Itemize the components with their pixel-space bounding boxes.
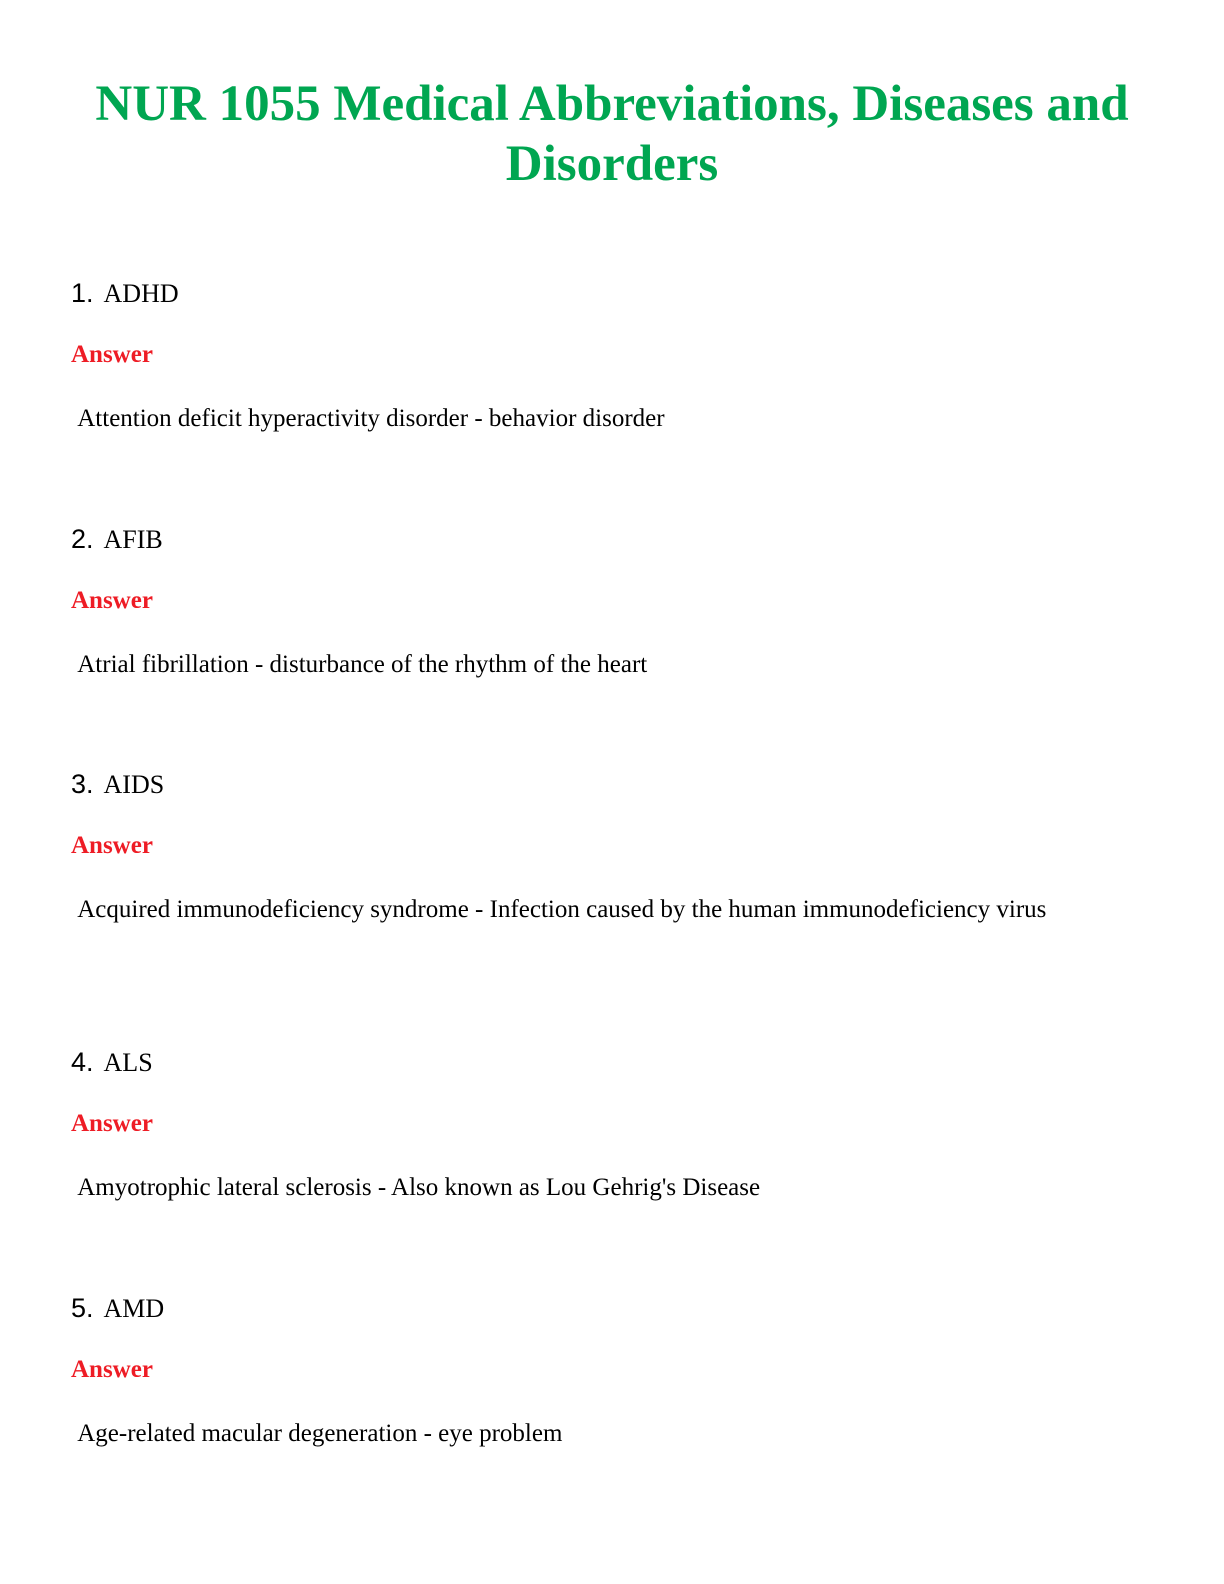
answer-text: Age-related macular degeneration - eye problem <box>71 1420 563 1447</box>
question-heading <box>71 1047 153 1081</box>
answer-label: Answer <box>71 832 153 859</box>
question-term: AIDS <box>103 770 165 799</box>
question-term: AFIB <box>103 525 163 554</box>
question-term: ADHD <box>103 279 179 308</box>
answer-text: Attention deficit hyperactivity disorder - behavior disorder <box>71 405 665 432</box>
answer-label: Answer <box>71 1356 153 1383</box>
answer-text: Atrial fibrillation - disturbance of the rhythm of the heart <box>71 651 648 678</box>
document-title: NUR 1055 Medical Abbreviations, Diseases and Disorders <box>95 76 1129 192</box>
question-number: 3. <box>71 769 94 799</box>
question-term: AMD <box>103 1294 165 1323</box>
question-term: ALS <box>103 1048 153 1077</box>
question-number: 2. <box>71 524 94 554</box>
question-heading <box>71 524 163 558</box>
question-heading <box>71 1293 164 1327</box>
question-number: 5. <box>71 1293 94 1323</box>
answer-text: Acquired immunodeficiency syndrome - Infection caused by the human immunodeficiency virus <box>71 896 1047 923</box>
question-heading <box>71 769 164 803</box>
answer-label: Answer <box>71 587 153 614</box>
answer-label: Answer <box>71 1110 153 1137</box>
answer-label: Answer <box>71 341 153 368</box>
question-heading <box>71 278 179 312</box>
question-number: 1. <box>71 278 94 308</box>
question-number: 4. <box>71 1047 94 1077</box>
answer-text: Amyotrophic lateral sclerosis - Also known as Lou Gehrig's Disease <box>71 1174 761 1201</box>
